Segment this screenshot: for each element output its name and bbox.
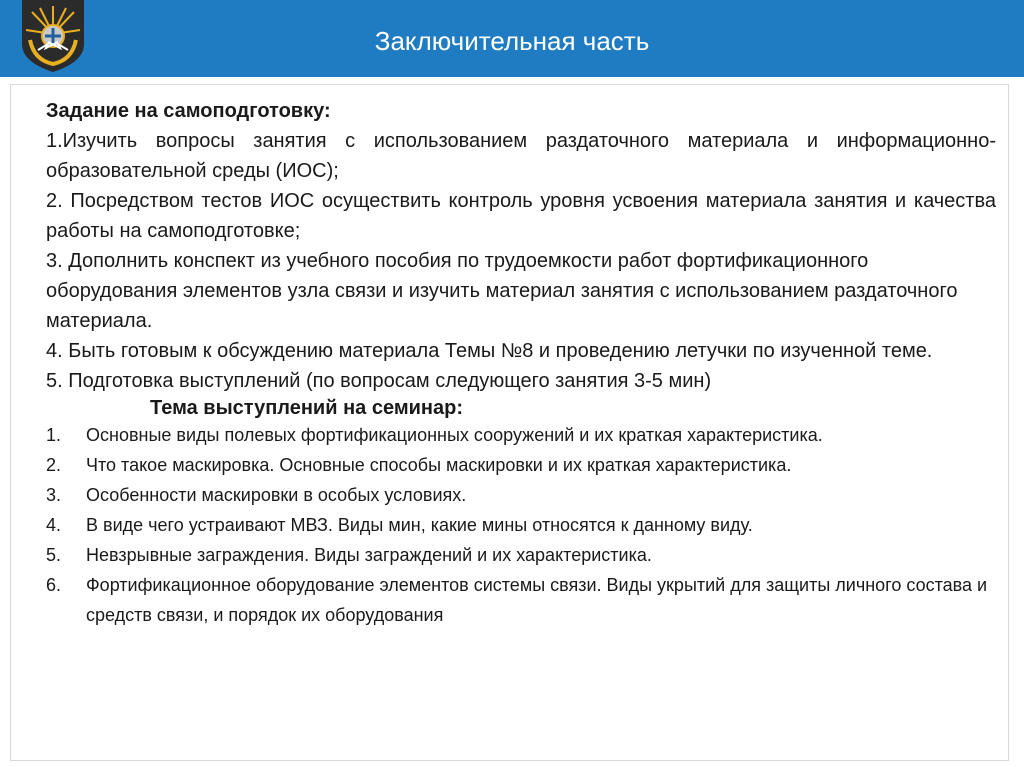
list-item <box>46 450 996 480</box>
slide-content <box>46 96 996 630</box>
list-item <box>46 510 996 540</box>
list-item-number: 5. <box>46 545 62 565</box>
list-item-number: 3. <box>46 485 62 505</box>
list-item-text: Невзрывные заграждения. Виды заграждений и их характеристика. <box>86 545 652 565</box>
list-item <box>46 540 996 570</box>
list-item <box>46 570 996 630</box>
list-item-text: Основные виды полевых фортификационных сооружений и их краткая характеристика. <box>86 425 823 445</box>
list-item-text: Что такое маскировка. Основные способы маскировки и их краткая характеристика. <box>86 455 792 475</box>
list-item-number: 2. <box>46 455 62 475</box>
slide-title: Заключительная часть <box>374 26 650 56</box>
slide-header <box>0 0 1024 77</box>
list-item-text: Фортификационное оборудование элементов системы связи. Виды укрытий для защиты личного состава и средств связи, и порядок их оборудования <box>86 575 988 625</box>
list-item <box>46 420 996 450</box>
task-item: 2. Посредством тестов ИОС осуществить контроль уровня усвоения материала занятия и качества работы на самоподготовке; <box>46 190 996 242</box>
task-item: 1.Изучить вопросы занятия с использованием раздаточного материала и информационно-образовательной среды (ИОС); <box>46 130 996 182</box>
seminar-topics-list <box>46 420 996 630</box>
task-item: 5. Подготовка выступлений (по вопросам следующего занятия 3-5 мин) <box>46 370 712 392</box>
seminar-heading: Тема выступлений на семинар: <box>150 397 463 419</box>
list-item-number: 6. <box>46 575 62 595</box>
list-item-text: Особенности маскировки в особых условиях. <box>86 485 467 505</box>
task-heading: Задание на самоподготовку: <box>46 100 331 122</box>
task-item: 4. Быть готовым к обсуждению материала Темы №8 и проведению летучки по изученной теме. <box>46 340 933 362</box>
task-item: 3. Дополнить конспект из учебного пособия по трудоемкости работ фортификационного оборудования элементов узла связи и изучить материал занятия с использованием раздаточного материала. <box>46 250 958 332</box>
list-item-text: В виде чего устраивают МВЗ. Виды мин, какие мины относятся к данному виду. <box>86 515 753 535</box>
list-item-number: 1. <box>46 425 62 445</box>
list-item-number: 4. <box>46 515 62 535</box>
list-item <box>46 480 996 510</box>
